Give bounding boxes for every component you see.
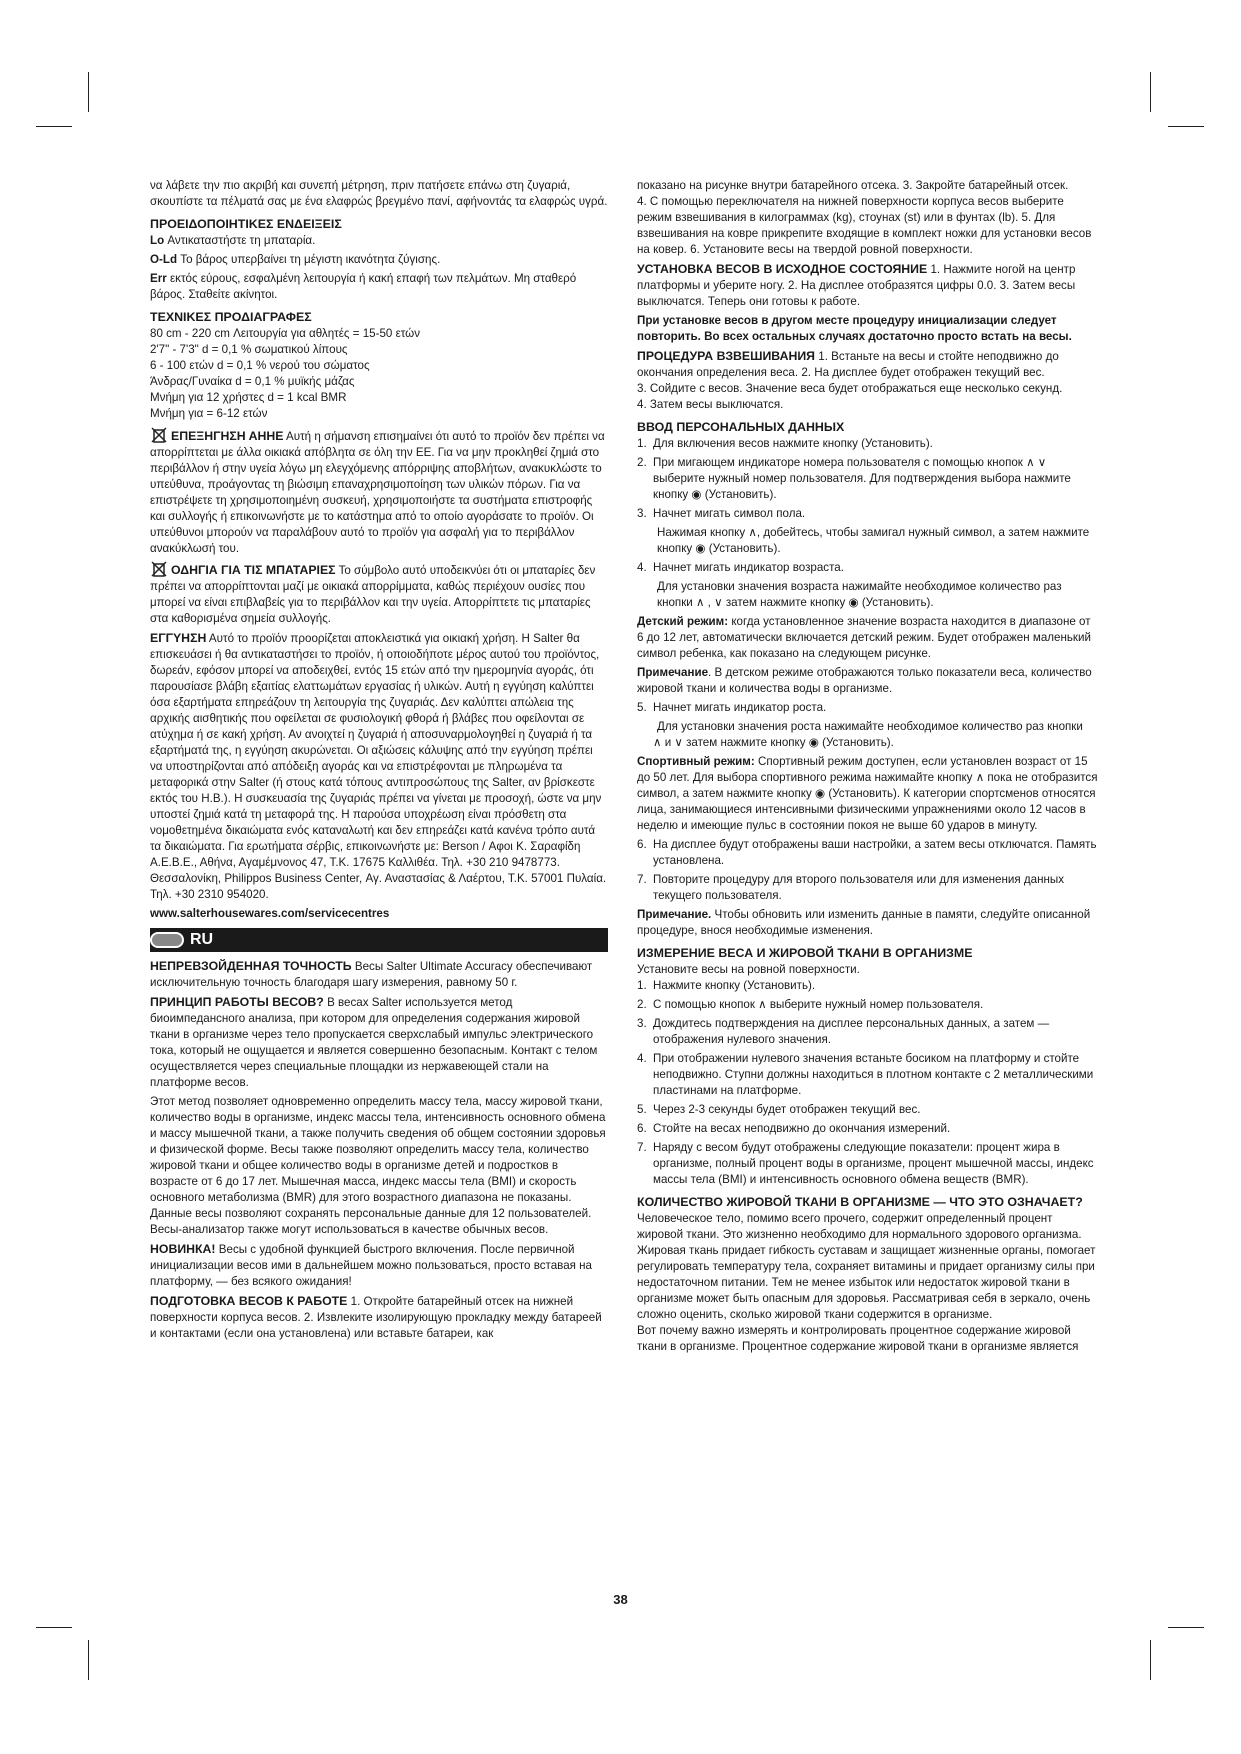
warnings-heading: ΠΡΟΕΙΔΟΠΟΙΗΤΙΚΕΣ ΕΝΔΕΙΞΕΙΣ (150, 217, 342, 231)
meaning-paragraph-2: Вот почему важно измерять и контролировать процентное содержание жировой ткани в организме. Процентное содержание жировой ткани в организме является (637, 1324, 1079, 1353)
list-item: 5. Через 2-3 секунды будет отображен текущий вес. (637, 1103, 921, 1116)
service-link[interactable]: www.salterhousewares.com/servicecentres (150, 907, 390, 920)
list-item: 1. Нажмите кнопку (Установить). (637, 979, 816, 992)
child-mode-paragraph: Детский режим: когда установленное значение возраста находится в диапазоне от 6 до 12 лет, автоматически включается детский режим. Будет отображен маленький символ ребенка, как показано на следующем рисунке. (637, 615, 1091, 660)
sport-mode-paragraph: Спортивный режим: Спортивный режим доступен, если установлен возраст от 15 до 50 лет. Для выбора спортивного режима нажимайте кнопку ∧ пока не отобразится символ, а затем нажмите кнопку ◉ (Установить). К категории спортсменов относятся лица, занимающиеся интенсивными физическими упражнениями около 12 часов в неделю и имеющие пульс в состоянии покоя не выше 60 ударов в минуту. (637, 755, 1098, 832)
spec-line: 6 - 100 ετών d = 0,1 % νερού του σώματος (150, 359, 370, 372)
list-subtext: ∧ и ∨ затем нажмите кнопку ◉ (Установить). (653, 736, 894, 749)
meaning-paragraph: Человеческое тело, помимо всего прочего, содержит определенный процент жировой ткани. Это жизненно необходимо для нормального здорового организма. Жировая ткань придает гибкость суставам и защищает жизненные органы, помогает регулировать температуру тела, сохраняет витамины и придает организму силы при недостаточном питании. Тем не менее избыток или недостаток жировой ткани в организме может быть опасным для здоровья. Рассматривая себя в зеркало, очень сложно оценить, сколько жировой ткани содержится в организме. (637, 1212, 1096, 1321)
warranty-paragraph: ΕΓΓΥΗΣΗ Αυτό το προϊόν προορίζεται αποκλειστικά για οικιακή χρήση. Η Salter θα επισκευάσει ή θα αντικαταστήσει το προϊόν, ή οποιοδήποτε μέρος αυτού του προϊόντος, δωρεάν, εφόσον μπορεί να αποδειχθεί, εντός 15 ετών από την ημερομηνία αγοράς, ότι παρουσίασε βλάβη εξαιτίας ελαττωμάτων εργασίας ή υλικών. Αυτή η εγγύηση καλύπτει όσα εξαρτήματα επηρεάζουν τη λειτουργία της ζυγαριάς. Δεν καλύπτει απώλεια της αρχικής αισθητικής που οφείλεται σε φυσιολογική φθορά ή βλάβες που οφείλονται σε ατύχημα ή σε κακή χρήση. Αν ανοιχτεί η ζυγαριά ή αποσυναρμολογηθεί η ζυγαριά ή τα εξαρτήματά της, η εγγύηση ακυρώνεται. Οι αξιώσεις κάλυψης από την εγγύηση πρέπει να υποστηρίζονται από απόδειξη αγοράς και να επιστρέφονται με πληρωμένα τα μεταφορικά στην Salter (ή στους κατά τόπους αντιπροσώπους της Salter, αν βρίσκεστε εκτός του Η.Β.). Η συσκευασία της ζυγαριάς πρέπει να γίνεται με προσοχή, ώστε να μην υποστεί ζημιά κατά τη μεταφορά της. Η παρούσα υποχρέωση είναι πρόσθετη στα νομοθετημένα δικαιώματα ενός καταναλωτή και δεν επηρεάζει κατά κανένα τρόπο αυτά τα δικαιώματα. Για ερωτήματα σέρβις, επικοινωνήστε με: Berson / Αφοι Κ. Σαραφίδη Α.Ε.Β.Ε., Αθήνα, Αγαμέμνονος 47, Τ.Κ. 17675 Καλλιθέα. Τηλ. +30 210 9478773. Θεσσαλονίκη, Philippos Business Center, Αγ. Αναστασίας & Λαέρτου, Τ.Κ. 57001 Πυλαία. Τηλ. +30 2310 954020. (150, 631, 607, 901)
language-bar (150, 928, 608, 952)
spec-line: Άνδρας/Γυναίκα d = 0,1 % μυϊκής μάζας (150, 375, 355, 388)
left-column (150, 178, 608, 1345)
list-item: 7. Повторите процедуру для второго пользователя или для изменения данных текущего пользователя. (637, 873, 1065, 902)
battery-heading: ΟΔΗΓΙΑ ΓΙΑ ΤΙΣ ΜΠΑΤΑΡΙΕΣ (171, 563, 336, 577)
page-number: 38 (613, 1592, 628, 1607)
list-item: 6. На дисплее будут отображены ваши настройки, а затем весы отключатся. Память установлена. (637, 838, 1097, 867)
list-subtext: Нажимая кнопку ∧, добейтесь, чтобы замигал нужный символ, а затем нажмите кнопку ◉ (Установить). (657, 526, 1090, 555)
right-column (637, 178, 1100, 1358)
weigh-paragraph: ПРОЦЕДУРА ВЗВЕШИВАНИЯ 1. Встаньте на весы и стойте неподвижно до окончания определения веса. 2. На дисплее будет отображен текущий вес. (637, 349, 1059, 379)
weee-paragraph: ΕΠΕΞΗΓΗΣΗ ΑΗΗΕ Αυτή η σήμανση επισημαίνει ότι αυτό το προϊόν δεν πρέπει να απορρίπτεται με άλλα οικιακά απόβλητα σε όλη την ΕΕ. Για να μην προκληθεί ζημιά στο περιβάλλον ή στην υγεία λόγω μη ελεγχόμενης απόρριψης αποβλήτων, ανακυκλώστε το υπεύθυνα, προάγοντας τη βιώσιμη επαναχρησιμοποίηση των υλικών πόρων. Για να επιστρέψετε τη χρησιμοποιημένη συσκευή, χρησιμοποιήστε τα συστήματα επιστροφής και συλλογής ή επικοινωνήστε με το κατάστημα από το οποίο αγοράσατε το προϊόν. Οι υπεύθυνοι μπορούν να παραλάβουν αυτό το προϊόν για ασφαλή για το περιβάλλον ανακύκλωσή του. (150, 426, 608, 557)
warning-err: Err εκτός εύρους, εσφαλμένη λειτουργία ή κακή επαφή των πελμάτων. Μη σταθερό βάρος. Σταθείτε ακίνητοι. (150, 272, 577, 301)
fat-intro: Установите весы на ровной поверхности. (637, 963, 860, 976)
note-paragraph: Примечание. Чтобы обновить или изменить данные в памяти, следуйте описанной процедуре, внося необходимые изменения. (637, 908, 1091, 937)
warning-lo: Lo Αντικαταστήστε τη μπαταρία. (150, 234, 316, 247)
crop-mark (88, 72, 89, 112)
crop-mark (1168, 126, 1204, 127)
crop-mark (1150, 72, 1151, 112)
battery-paragraph: ΟΔΗΓΙΑ ΓΙΑ ΤΙΣ ΜΠΑΤΑΡΙΕΣ Το σύμβολο αυτό υποδεικνύει ότι οι μπαταρίες δεν πρέπει να απορρίπτονται μαζί με οικιακά απορρίμματα, καθώς περιέχουν ουσίες που μπορεί να είναι επιβλαβείς για το περιβάλλον και την υγεία. Απορρίπτετε τις μπαταρίες στα καθορισμένα σημεία συλλογής. (150, 560, 608, 627)
list-item: 5. Начнет мигать индикатор роста. (637, 701, 827, 714)
init-note: При установке весов в другом месте процедуру инициализации следует повторить. Во всех остальных случаях достаточно просто встать на весы. (637, 314, 1072, 343)
crossed-bin-icon (150, 426, 168, 444)
spec-line: 80 cm - 220 cm Λειτουργία για αθλητές = 15-50 ετών (150, 327, 421, 340)
list-item: 3. Начнет мигать символ пола. (637, 507, 806, 520)
weee-heading: ΕΠΕΞΗΓΗΣΗ ΑΗΗΕ (171, 429, 284, 443)
intro-text: να λάβετε την πιο ακριβή και συνεπή μέτρηση, πριν πατήσετε επάνω στη ζυγαριά, σκουπίστε τα πέλματά σας με ένα ελαφρώς βρεγμένο πανί, αφήνοντάς τα ελαφρώς υγρά. (150, 179, 608, 208)
ru-principle-paragraph: ПРИНЦИП РАБОТЫ ВЕСОВ? В весах Salter используется метод биоимпедансного анализа, при котором для определения содержания жировой ткани в организме через тело пропускается сверхслабый импульс электрического тока, который не ощущается и является совершенно безопасным. Контакт с телом осуществляется через специальные площадки из нержавеющей стали на платформе весов. (150, 995, 598, 1089)
prep-continued: показано на рисунке внутри батарейного отсека. 3. Закройте батарейный отсек. (637, 179, 1069, 192)
list-item: 1. Для включения весов нажмите кнопку (Установить). (637, 437, 933, 450)
list-item: 7. Наряду с весом будут отображены следующие показатели: процент жира в организме, полный процент воды в организме, процент мышечной массы, индекс массы тела (BMI) и интенсивность основного обмена веществ (BMR). (637, 1141, 1094, 1186)
list-subtext: Для установки значения роста нажимайте необходимое количество раз кнопки (657, 720, 1083, 733)
crop-mark (36, 126, 72, 127)
warning-overload: O-Ld Το βάρος υπερβαίνει τη μέγιστη ικανότητα ζύγισης. (150, 253, 441, 266)
language-label: RU (190, 931, 214, 948)
personal-heading: ВВОД ПЕРСОНАЛЬНЫХ ДАННЫХ (637, 420, 845, 434)
warranty-heading: ΕΓΓΥΗΣΗ (150, 631, 207, 645)
list-item: 6. Стойте на весах неподвижно до окончания измерений. (637, 1122, 951, 1135)
spec-line: Μνήμη για 12 χρήστες d = 1 kcal BMR (150, 391, 347, 404)
meaning-heading: КОЛИЧЕСТВО ЖИРОВОЙ ТКАНИ В ОРГАНИЗМЕ — ЧТО ЭТО ОЗНАЧАЕТ? (637, 1195, 1083, 1209)
weigh-step-3: 3. Сойдите с весов. Значение веса будет отображаться еще несколько секунд. (637, 382, 1063, 395)
crossed-bin-icon (150, 560, 168, 578)
init-paragraph: УСТАНОВКА ВЕСОВ В ИСХОДНОЕ СОСТОЯНИЕ 1. Нажмите ногой на центр платформы и уберите ногу. 2. На дисплее отобразятся цифры 0.0. 3. Затем весы выключатся. Теперь они готовы к работе. (637, 262, 1076, 308)
spec-line: Μνήμη για = 6-12 ετών (150, 407, 268, 420)
prep-step-4: 4. С помощью переключателя на нижней поверхности корпуса весов выберите режим взвешивания в килограммах (kg), стоунах (st) или в фунтах (lb). 5. Для взвешивания на ковре прикрепите входящие в комплект ножки для установки весов на ковер. 6. Установите весы на твердой ровной поверхности. (637, 195, 1092, 256)
list-item: 4. Начнет мигать индикатор возраста. (637, 561, 844, 574)
list-subtext: Для установки значения возраста нажимайте необходимое количество раз кнопки ∧ , ∨ затем нажмите кнопку ◉ (Установить). (657, 580, 1062, 609)
note-paragraph: Примечание. В детском режиме отображаются только показатели веса, количество жировой ткани и количества воды в организме. (637, 666, 1092, 695)
crop-mark (88, 1640, 89, 1680)
list-item: 2. При мигающем индикаторе номера пользователя с помощью кнопок ∧ ∨ выберите нужный номер пользователя. Для подтверждения выбора нажмите кнопку ◉ (Установить). (637, 456, 1071, 501)
spec-line: 2'7" - 7'3" d = 0,1 % σωματικού λίπους (150, 343, 348, 356)
fat-heading: ИЗМЕРЕНИЕ ВЕСА И ЖИРОВОЙ ТКАНИ В ОРГАНИЗМЕ (637, 946, 973, 960)
crop-mark (1150, 1640, 1151, 1680)
crop-mark (1168, 1627, 1204, 1628)
list-item: 4. При отображении нулевого значения встаньте босиком на платформу и стойте неподвижно. Ступни должны находиться в плотном контакте с 2 металлическими пластинами на платформе. (637, 1052, 1094, 1097)
ru-accuracy-paragraph: НЕПРЕВЗОЙДЕННАЯ ТОЧНОСТЬ Весы Salter Ultimate Accuracy обеспечивают исключительную точность благодаря шагу измерения, равному 50 г. (150, 959, 593, 989)
specs-list (150, 326, 608, 422)
language-tab-shape (150, 932, 184, 948)
specs-heading: ΤΕΧΝΙΚΕΣ ΠΡΟΔΙΑΓΡΑΦΕΣ (150, 310, 312, 324)
crop-mark (36, 1627, 72, 1628)
ru-prep-paragraph: ПОДГОТОВКА ВЕСОВ К РАБОТЕ 1. Откройте батарейный отсек на нижней поверхности корпуса весов. 2. Извлеките изолирующую прокладку между батареей и контактами (если она установлена) или вставьте батареи, как (150, 1294, 602, 1340)
list-item: 2. С помощью кнопок ∧ выберите нужный номер пользователя. (637, 998, 984, 1011)
ru-principle-paragraph-2: Этот метод позволяет одновременно определить массу тела, массу жировой ткани, количество воды в организме, индекс массы тела, интенсивность основного обмена и массу мышечной ткани, а также получить сведения об общем состоянии здоровья и физической форме. Весы также позволяют определить массу тела, количество жировой ткани и общее количество воды в организме детей и подростков в возрасте от 6 до 17 лет. Мышечная масса, индекс массы тела (BMI) и скорость основного метаболизма (BMR) для этого возрастного диапазона не показаны. Данные весы позволяют сохранять персональные данные для 12 пользователей. Весы-анализатор также могут использоваться в качестве обычных весов. (150, 1095, 606, 1236)
weigh-step-4: 4. Затем весы выключатся. (637, 398, 784, 411)
list-item: 3. Дождитесь подтверждения на дисплее персональных данных, а затем — отображения нулевого значения. (637, 1017, 1050, 1046)
ru-new-paragraph: НОВИНКА! Весы с удобной функцией быстрого включения. После первичной инициализации весов ими в дальнейшем можно пользоваться, просто вставая на платформу, — без всякого ожидания! (150, 1242, 592, 1288)
